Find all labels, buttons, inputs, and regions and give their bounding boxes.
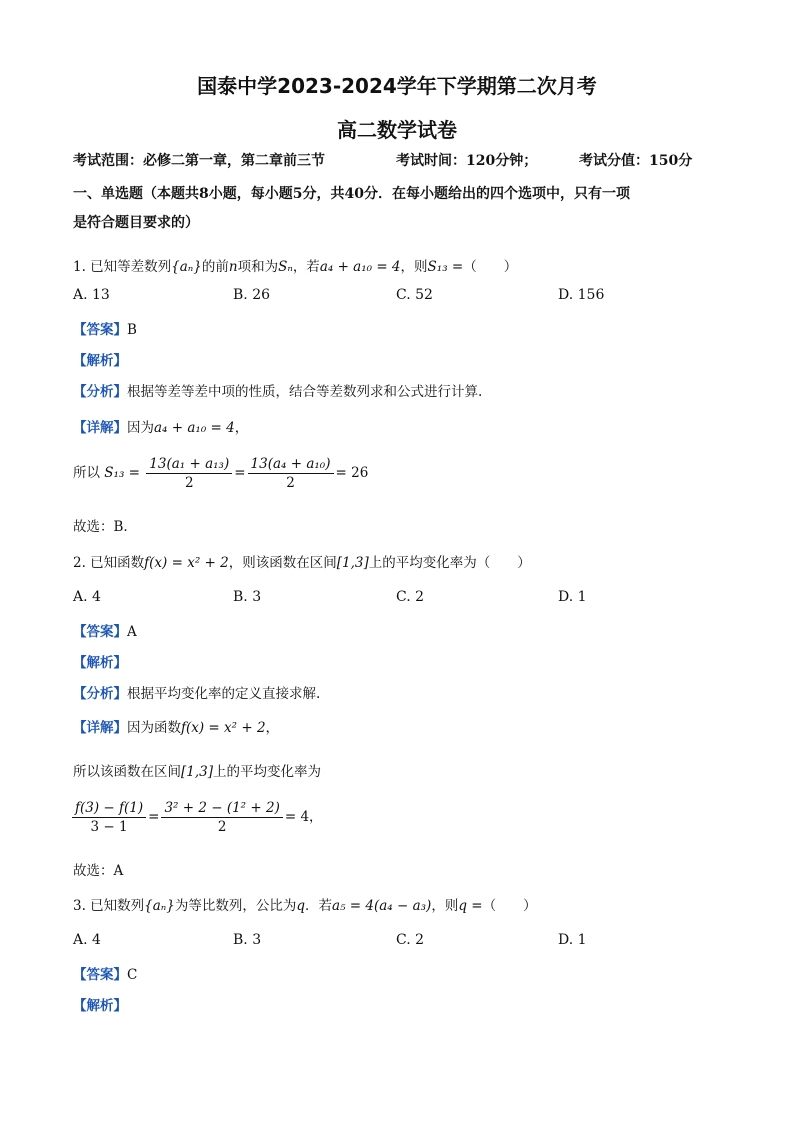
q1-detail-pre: 因为 bbox=[127, 420, 154, 436]
q2-detail bbox=[73, 716, 279, 736]
q2-option-c: C. 2 bbox=[396, 589, 425, 605]
q1-mid4: ，则 bbox=[400, 259, 428, 275]
q2-mid: ，则该函数在区间 bbox=[228, 555, 337, 571]
q2-interval: [1,3] bbox=[336, 555, 369, 571]
q2-fraction-2 bbox=[161, 800, 282, 835]
section-heading-line1: 一、单选题（本题共8小题，每小题5分，共40分．在每小题给出的四个选项中，只有一项 bbox=[73, 186, 630, 202]
section-heading-line2: 是符合题目要求的） bbox=[73, 215, 199, 231]
q1-paren: （ ） bbox=[463, 259, 518, 275]
q2-answer-value: A bbox=[127, 624, 137, 640]
q2-option-b: B. 3 bbox=[233, 589, 262, 605]
q3-seq: {aₙ} bbox=[144, 898, 175, 914]
q1-frac1-den: 2 bbox=[184, 475, 194, 491]
q1-condition: a₄ + a₁₀ = 4 bbox=[319, 259, 401, 275]
q3-answer-value: C bbox=[127, 967, 138, 983]
q1-frac1-num: 13(a₁ + a₁₃) bbox=[146, 456, 232, 474]
question-1-stem bbox=[73, 255, 517, 275]
q1-calc-lhs: S₁₃ = bbox=[104, 465, 140, 481]
q3-paren: （ ） bbox=[482, 898, 537, 914]
exam-time: 考试时间：120分钟； bbox=[396, 153, 538, 169]
q1-prefix: 1. 已知等差数列 bbox=[73, 259, 172, 275]
q2-option-a: A. 4 bbox=[73, 589, 101, 605]
exam-score: 考试分值：150分 bbox=[579, 153, 693, 169]
q1-option-c: C. 52 bbox=[396, 287, 433, 303]
question-3-stem bbox=[73, 894, 537, 914]
q1-fraction-1 bbox=[146, 456, 232, 491]
q3-option-b: B. 3 bbox=[233, 932, 262, 948]
q1-frac2-num: 13(a₄ + a₁₀) bbox=[248, 456, 334, 474]
q1-answer-tag: 【答案】 bbox=[73, 322, 127, 338]
q1-analysis-tag: 【解析】 bbox=[73, 353, 127, 369]
q2-detail-post: ， bbox=[265, 720, 280, 736]
q1-calculation bbox=[73, 456, 368, 491]
q3-ask: q = bbox=[458, 898, 483, 914]
q3-option-a: A. 4 bbox=[73, 932, 101, 948]
q3-option-d: D. 1 bbox=[558, 932, 587, 948]
q2-func: f(x) = x² + 2 bbox=[144, 555, 229, 571]
q2-detail-func: f(x) = x² + 2 bbox=[181, 720, 266, 736]
q1-detail-post: ， bbox=[234, 420, 249, 436]
q3-mid2: ．若 bbox=[305, 898, 333, 914]
q1-detail bbox=[73, 416, 248, 436]
q2-f-num: f(3) − f(1) bbox=[72, 800, 146, 818]
q2-eq: = bbox=[148, 809, 160, 825]
q2-so-interval: [1,3] bbox=[181, 764, 214, 780]
q3-option-c: C. 2 bbox=[396, 932, 425, 948]
q1-n: n bbox=[228, 259, 238, 275]
q1-answer bbox=[73, 318, 137, 338]
q1-seq: {aₙ} bbox=[171, 259, 202, 275]
q1-choose: 故选：B. bbox=[73, 519, 128, 535]
q2-suffix: 上的平均变化率为（ ） bbox=[368, 555, 531, 571]
q3-mid: 为等比数列，公比为 bbox=[174, 898, 297, 914]
q2-so-pre: 所以该函数在区间 bbox=[73, 764, 181, 780]
q3-prefix: 3. 已知数列 bbox=[73, 898, 145, 914]
q1-fenxi bbox=[73, 380, 482, 400]
q2-answer bbox=[73, 620, 137, 640]
q1-eq: = bbox=[234, 465, 246, 481]
q1-calc-rhs: = 26 bbox=[335, 465, 369, 481]
q1-ask: S₁₃ = bbox=[427, 259, 464, 275]
q1-answer-value: B bbox=[127, 322, 137, 338]
q2-fenxi bbox=[73, 682, 320, 702]
exam-scope: 考试范围：必修二第一章，第二章前三节 bbox=[73, 153, 325, 169]
q3-mid3: ，则 bbox=[431, 898, 459, 914]
question-2-stem bbox=[73, 551, 531, 571]
q1-so: 所以 bbox=[73, 465, 100, 481]
q3-answer bbox=[73, 963, 137, 983]
q2-detail-pre: 因为函数 bbox=[127, 720, 181, 736]
q2-detail-tag: 【详解】 bbox=[73, 720, 127, 736]
q3-condition: a₅ = 4(a₄ − a₃) bbox=[332, 898, 432, 914]
q3-answer-tag: 【答案】 bbox=[73, 967, 127, 983]
q2-so-post: 上的平均变化率为 bbox=[213, 764, 322, 780]
q2-fraction-1 bbox=[72, 800, 146, 835]
exam-title: 国泰中学2023-2024学年下学期第二次月考 bbox=[197, 74, 597, 98]
q3-analysis-tag: 【解析】 bbox=[73, 998, 127, 1014]
q2-prefix: 2. 已知函数 bbox=[73, 555, 145, 571]
q1-option-b: B. 26 bbox=[233, 287, 271, 303]
q1-fraction-2 bbox=[248, 456, 334, 491]
q3-analysis bbox=[73, 994, 127, 1014]
q1-fenxi-text: 根据等差等差中项的性质，结合等差数列求和公式进行计算. bbox=[127, 384, 483, 400]
q2-fenxi-tag: 【分析】 bbox=[73, 686, 127, 702]
q2-fenxi-text: 根据平均变化率的定义直接求解. bbox=[127, 686, 321, 702]
q1-detail-eq: a₄ + a₁₀ = 4 bbox=[154, 420, 235, 436]
q1-frac2-den: 2 bbox=[286, 475, 295, 491]
exam-subtitle: 高二数学试卷 bbox=[337, 118, 457, 142]
q2-f-den: 3 − 1 bbox=[90, 819, 128, 835]
q2-analysis bbox=[73, 651, 127, 671]
q2-g-num: 3² + 2 − (1² + 2) bbox=[161, 800, 282, 818]
q2-g-den: 2 bbox=[217, 819, 227, 835]
q2-rhs: = 4， bbox=[284, 809, 323, 825]
q1-option-a: A. 13 bbox=[73, 287, 110, 303]
q1-fenxi-tag: 【分析】 bbox=[73, 384, 127, 400]
q2-answer-tag: 【答案】 bbox=[73, 624, 127, 640]
q1-mid1: 的前 bbox=[201, 259, 229, 275]
q1-mid3: ，若 bbox=[292, 259, 320, 275]
q2-calculation bbox=[70, 800, 323, 835]
q1-analysis bbox=[73, 349, 127, 369]
q1-mid2: 项和为 bbox=[237, 259, 279, 275]
q2-analysis-tag: 【解析】 bbox=[73, 655, 127, 671]
q2-so bbox=[73, 760, 321, 780]
q1-sn: Sₙ bbox=[278, 259, 293, 275]
q3-q: q bbox=[296, 898, 306, 914]
q2-choose: 故选：A bbox=[73, 863, 124, 879]
q1-option-d: D. 156 bbox=[558, 287, 605, 303]
q1-detail-tag: 【详解】 bbox=[73, 420, 127, 436]
q2-option-d: D. 1 bbox=[558, 589, 587, 605]
